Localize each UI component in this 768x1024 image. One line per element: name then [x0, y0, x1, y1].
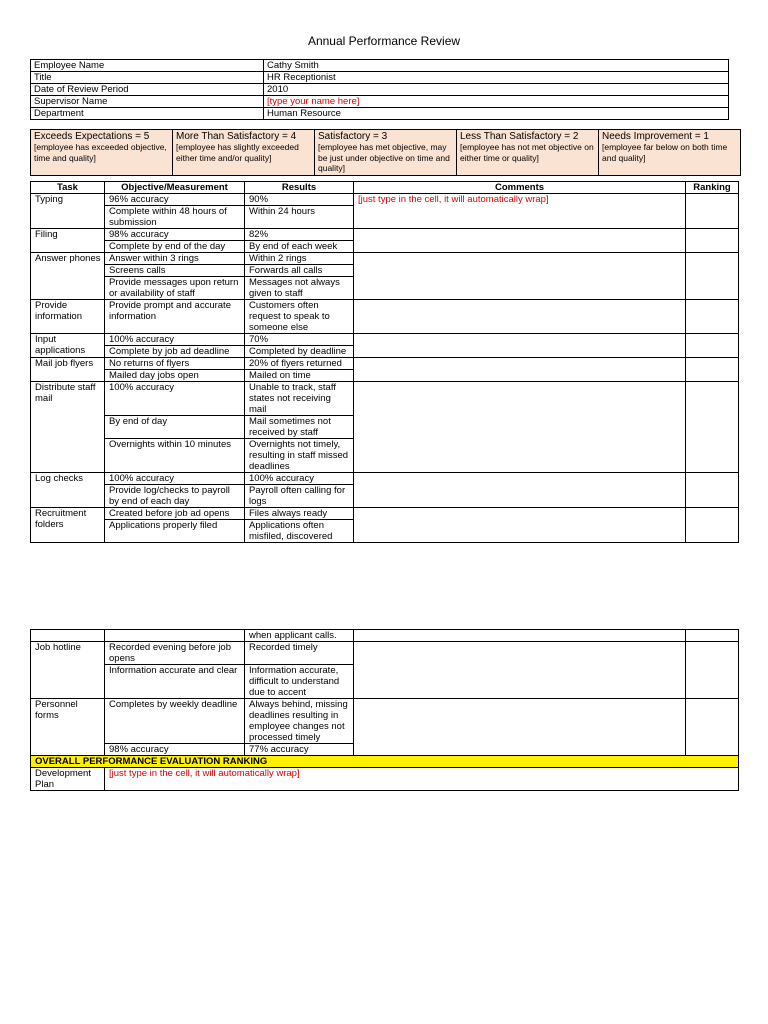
info-value[interactable]: Human Resource	[264, 108, 729, 120]
result-cell[interactable]: Recorded timely	[245, 642, 354, 665]
comment-cell[interactable]	[354, 473, 686, 508]
overall-ranking-label: OVERALL PERFORMANCE EVALUATION RANKING	[31, 756, 739, 768]
result-cell[interactable]: Unable to track, staff states not receiving mail	[245, 382, 354, 416]
rating-label: Less Than Satisfactory = 2	[460, 131, 579, 142]
task-table	[30, 181, 739, 543]
header-task: Task	[31, 182, 105, 194]
result-cell[interactable]: Overnights not timely, resulting in staff missed deadlines	[245, 439, 354, 473]
info-row	[31, 108, 729, 120]
info-row	[31, 84, 729, 96]
info-value[interactable]: 2010	[264, 84, 729, 96]
ranking-cell[interactable]	[686, 473, 739, 508]
table-row	[31, 229, 739, 241]
table-row	[31, 358, 739, 370]
ranking-cell[interactable]	[686, 508, 739, 543]
result-cell[interactable]: Mail sometimes not received by staff	[245, 416, 354, 439]
result-cell[interactable]: 70%	[245, 334, 354, 346]
ranking-cell[interactable]	[686, 630, 739, 642]
employee-info-table	[30, 59, 729, 120]
task-table-continued	[30, 629, 739, 791]
development-plan-label: Development Plan	[31, 768, 105, 791]
info-value[interactable]: Cathy Smith	[264, 60, 729, 72]
rating-description: [employee has not met objective on either time or quality]	[460, 142, 594, 163]
table-row	[31, 194, 739, 206]
info-label: Title	[31, 72, 264, 84]
result-cell[interactable]: 20% of flyers returned	[245, 358, 354, 370]
rating-scale-cell	[173, 130, 315, 176]
task-cell[interactable]: Recruitment folders	[31, 508, 105, 543]
task-cell[interactable]: Log checks	[31, 473, 105, 508]
result-cell[interactable]: Within 2 rings	[245, 253, 354, 265]
header-ranking: Ranking	[686, 182, 739, 194]
header-objective: Objective/Measurement	[105, 182, 245, 194]
table-row	[31, 508, 739, 520]
result-cell[interactable]: 77% accuracy	[245, 744, 354, 756]
task-cell[interactable]: Mail job flyers	[31, 358, 105, 382]
table-row	[31, 300, 739, 334]
rating-label: More Than Satisfactory = 4	[176, 131, 297, 142]
objective-cell[interactable]: 98% accuracy	[105, 744, 245, 756]
info-label: Date of Review Period	[31, 84, 264, 96]
info-value[interactable]: HR Receptionist	[264, 72, 729, 84]
rating-label: Satisfactory = 3	[318, 131, 388, 142]
ranking-cell[interactable]	[686, 194, 739, 229]
comment-cell[interactable]	[354, 508, 686, 543]
objective-cell[interactable]: Recorded evening before job opens	[105, 642, 245, 665]
objective-cell[interactable]: By end of day	[105, 416, 245, 439]
task-cell[interactable]: Input applications	[31, 334, 105, 358]
comment-cell[interactable]	[354, 699, 686, 756]
overall-ranking-row	[31, 756, 739, 768]
info-label: Supervisor Name	[31, 96, 264, 108]
info-label: Employee Name	[31, 60, 264, 72]
result-cell[interactable]: Applications often misfiled, discovered	[245, 520, 354, 543]
comment-cell[interactable]	[354, 229, 686, 253]
rating-scale-cell	[31, 130, 173, 176]
result-cell[interactable]: Mailed on time	[245, 370, 354, 382]
result-cell[interactable]: Within 24 hours	[245, 206, 354, 229]
result-cell[interactable]: 100% accuracy	[245, 473, 354, 485]
objective-cell[interactable]: Overnights within 10 minutes	[105, 439, 245, 473]
objective-cell[interactable]: Complete by end of the day	[105, 241, 245, 253]
development-plan-row	[31, 768, 739, 791]
result-cell[interactable]: Information accurate, difficult to understand due to accent	[245, 665, 354, 699]
rating-description: [employee far below on both time and quality]	[602, 142, 728, 163]
objective-cell[interactable]: No returns of flyers	[105, 358, 245, 370]
comment-cell[interactable]	[354, 630, 686, 642]
result-cell[interactable]: Completed by deadline	[245, 346, 354, 358]
table-row	[31, 334, 739, 346]
rating-scale-cell	[599, 130, 741, 176]
objective-cell[interactable]: Created before job ad opens	[105, 508, 245, 520]
objective-cell[interactable]: Completes by weekly deadline	[105, 699, 245, 744]
result-cell[interactable]: 90%	[245, 194, 354, 206]
rating-label: Exceeds Expectations = 5	[34, 131, 150, 142]
result-cell[interactable]: Messages not always given to staff	[245, 277, 354, 300]
comment-cell[interactable]	[354, 253, 686, 300]
objective-cell[interactable]: 98% accuracy	[105, 229, 245, 241]
rating-description: [employee has slightly exceeded either time and/or quality]	[176, 142, 299, 163]
objective-cell[interactable]: 100% accuracy	[105, 334, 245, 346]
rating-scale-cell	[315, 130, 457, 176]
objective-cell[interactable]: Answer within 3 rings	[105, 253, 245, 265]
table-row	[31, 382, 739, 416]
table-row	[31, 253, 739, 265]
objective-cell[interactable]: Complete by job ad deadline	[105, 346, 245, 358]
ranking-cell[interactable]	[686, 300, 739, 334]
table-row	[31, 473, 739, 485]
header-results: Results	[245, 182, 354, 194]
objective-cell[interactable]: Information accurate and clear	[105, 665, 245, 699]
table-row	[31, 642, 739, 665]
rating-description: [employee has met objective, may be just under objective on time and quality]	[318, 142, 450, 173]
result-cell[interactable]: Payroll often calling for logs	[245, 485, 354, 508]
ranking-cell[interactable]	[686, 334, 739, 358]
result-cell[interactable]: 82%	[245, 229, 354, 241]
ranking-cell[interactable]	[686, 229, 739, 253]
result-cell[interactable]: Forwards all calls	[245, 265, 354, 277]
task-cell[interactable]: Personnel forms	[31, 699, 105, 756]
task-cell[interactable]: Answer phones	[31, 253, 105, 300]
objective-cell[interactable]: 100% accuracy	[105, 473, 245, 485]
rating-description: [employee has exceeded objective, time and quality]	[34, 142, 167, 163]
ranking-cell[interactable]	[686, 358, 739, 382]
task-cell[interactable]: Typing	[31, 194, 105, 229]
comment-cell[interactable]	[354, 300, 686, 334]
objective-cell[interactable]: Applications properly filed	[105, 520, 245, 543]
result-cell[interactable]: By end of each week	[245, 241, 354, 253]
comment-cell[interactable]	[354, 358, 686, 382]
objective-cell[interactable]: Complete within 48 hours of submission	[105, 206, 245, 229]
rating-scale-table	[30, 129, 741, 176]
result-cell[interactable]: Files always ready	[245, 508, 354, 520]
table-row	[31, 699, 739, 744]
info-label: Department	[31, 108, 264, 120]
info-row	[31, 72, 729, 84]
objective-cell[interactable]: Provide prompt and accurate information	[105, 300, 245, 334]
ranking-cell[interactable]	[686, 253, 739, 300]
info-row	[31, 96, 729, 108]
objective-cell[interactable]	[105, 630, 245, 642]
result-cell[interactable]: Always behind, missing deadlines resulting in employee changes not processed timely	[245, 699, 354, 744]
header-comments: Comments	[354, 182, 686, 194]
rating-label: Needs Improvement = 1	[602, 131, 709, 142]
objective-cell[interactable]: Provide log/checks to payroll by end of each day	[105, 485, 245, 508]
result-cell[interactable]: when applicant calls.	[245, 630, 354, 642]
comment-cell[interactable]	[354, 334, 686, 358]
development-plan-input[interactable]: [just type in the cell, it will automatically wrap]	[105, 768, 739, 791]
page-title: Annual Performance Review	[307, 34, 461, 48]
comment-cell[interactable]	[354, 642, 686, 699]
objective-cell[interactable]: Mailed day jobs open	[105, 370, 245, 382]
ranking-cell[interactable]	[686, 642, 739, 699]
comment-cell[interactable]	[354, 382, 686, 473]
ranking-cell[interactable]	[686, 699, 739, 756]
objective-cell[interactable]: Screens calls	[105, 265, 245, 277]
task-cell[interactable]	[31, 630, 105, 642]
info-value[interactable]: [type your name here]	[264, 96, 729, 108]
task-cell[interactable]: Distribute staff mail	[31, 382, 105, 473]
task-cell[interactable]: Provide information	[31, 300, 105, 334]
ranking-cell[interactable]	[686, 382, 739, 473]
continuation-row	[31, 630, 739, 642]
rating-scale-cell	[457, 130, 599, 176]
comment-cell[interactable]: [just type in the cell, it will automatically wrap]	[354, 194, 686, 229]
objective-cell[interactable]: Provide messages upon return or availability of staff	[105, 277, 245, 300]
task-cell[interactable]: Filing	[31, 229, 105, 253]
info-row	[31, 60, 729, 72]
objective-cell[interactable]: 96% accuracy	[105, 194, 245, 206]
task-cell[interactable]: Job hotline	[31, 642, 105, 699]
objective-cell[interactable]: 100% accuracy	[105, 382, 245, 416]
result-cell[interactable]: Customers often request to speak to someone else	[245, 300, 354, 334]
